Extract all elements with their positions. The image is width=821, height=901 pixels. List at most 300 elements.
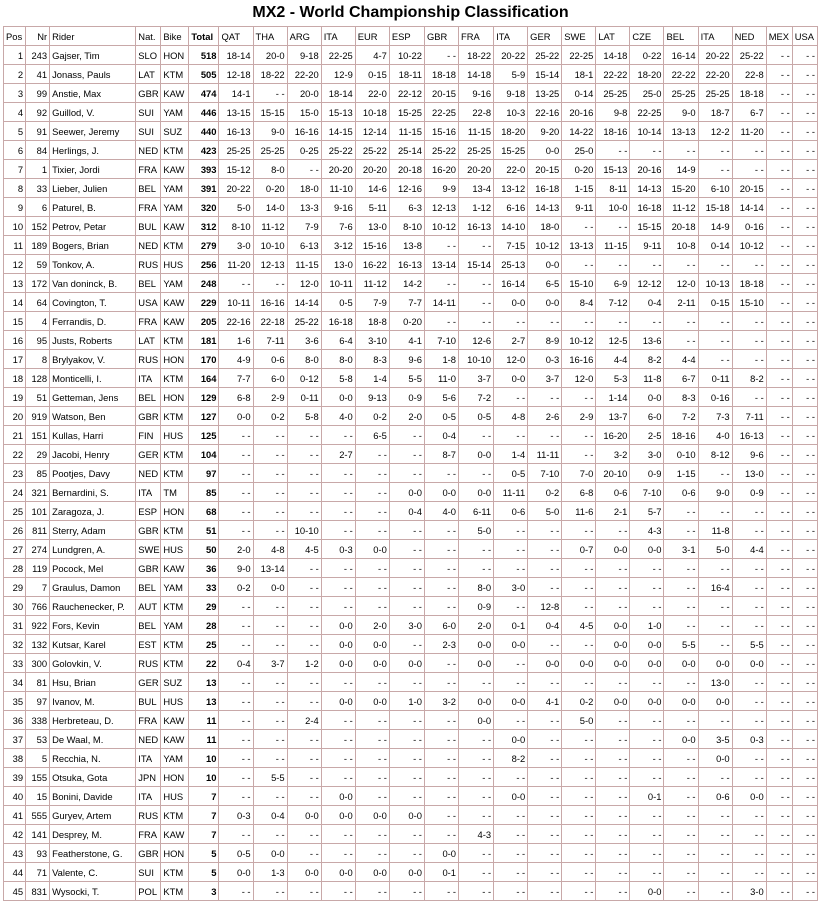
race-result-cell: 22-16 bbox=[219, 312, 253, 331]
race-result-cell: - - bbox=[664, 312, 698, 331]
race-result-cell: 14-18 bbox=[596, 46, 630, 65]
race-result-cell: - - bbox=[630, 863, 664, 882]
position-cell: 12 bbox=[4, 255, 26, 274]
race-result-cell: - - bbox=[424, 312, 458, 331]
nation-cell: SUI bbox=[136, 863, 161, 882]
nation-cell: LAT bbox=[136, 65, 161, 84]
race-result-cell: - - bbox=[219, 692, 253, 711]
race-result-cell: 15-20 bbox=[664, 179, 698, 198]
race-result-cell: - - bbox=[766, 711, 792, 730]
nation-cell: RUS bbox=[136, 255, 161, 274]
race-result-cell: 7-7 bbox=[389, 293, 424, 312]
race-result-cell: - - bbox=[792, 84, 817, 103]
race-result-cell: 0-0 bbox=[389, 806, 424, 825]
nation-cell: ITA bbox=[136, 787, 161, 806]
table-row bbox=[4, 122, 818, 141]
race-result-cell: - - bbox=[424, 673, 458, 692]
race-result-cell: - - bbox=[792, 274, 817, 293]
race-result-cell: - - bbox=[219, 635, 253, 654]
table-row bbox=[4, 217, 818, 236]
bike-cell: KTM bbox=[161, 597, 189, 616]
race-result-cell: - - bbox=[766, 635, 792, 654]
race-result-cell: 20-22 bbox=[219, 179, 253, 198]
bike-cell: HON bbox=[161, 350, 189, 369]
race-result-cell: 5-9 bbox=[494, 65, 528, 84]
race-result-cell: 0-0 bbox=[596, 616, 630, 635]
race-result-cell: - - bbox=[528, 863, 562, 882]
race-result-cell: - - bbox=[459, 768, 494, 787]
race-result-cell: - - bbox=[732, 521, 766, 540]
race-result-cell: 2-7 bbox=[321, 445, 355, 464]
race-result-cell: 0-0 bbox=[596, 692, 630, 711]
race-result-cell: 13-3 bbox=[287, 198, 321, 217]
race-result-cell: - - bbox=[766, 730, 792, 749]
race-result-cell: - - bbox=[287, 844, 321, 863]
race-result-cell: - - bbox=[321, 825, 355, 844]
race-result-cell: 3-7 bbox=[253, 654, 287, 673]
race-result-cell: - - bbox=[219, 483, 253, 502]
number-cell: 64 bbox=[26, 293, 50, 312]
race-result-cell: 22-8 bbox=[459, 103, 494, 122]
race-result-cell: 13-15 bbox=[219, 103, 253, 122]
position-cell: 3 bbox=[4, 84, 26, 103]
race-result-cell: 0-0 bbox=[355, 635, 389, 654]
race-result-cell: 0-0 bbox=[355, 692, 389, 711]
race-result-cell: 12-6 bbox=[459, 331, 494, 350]
race-result-cell: - - bbox=[253, 426, 287, 445]
race-result-cell: - - bbox=[698, 844, 732, 863]
race-result-cell: - - bbox=[664, 255, 698, 274]
nation-cell: RUS bbox=[136, 654, 161, 673]
race-result-cell: - - bbox=[562, 844, 596, 863]
race-result-cell: - - bbox=[219, 464, 253, 483]
bike-cell: YAM bbox=[161, 179, 189, 198]
race-result-cell: - - bbox=[494, 863, 528, 882]
race-result-cell: 4-1 bbox=[528, 692, 562, 711]
race-result-cell: 2-0 bbox=[459, 616, 494, 635]
table-row bbox=[4, 274, 818, 293]
race-result-cell: 7-2 bbox=[459, 388, 494, 407]
race-result-cell: 12-0 bbox=[664, 274, 698, 293]
race-result-cell: - - bbox=[766, 882, 792, 901]
race-result-cell: - - bbox=[698, 768, 732, 787]
race-result-cell: 10-18 bbox=[355, 103, 389, 122]
race-result-cell: - - bbox=[630, 559, 664, 578]
race-result-cell: 18-14 bbox=[219, 46, 253, 65]
race-result-cell: 7-15 bbox=[494, 236, 528, 255]
race-result-cell: 0-0 bbox=[287, 863, 321, 882]
race-result-cell: - - bbox=[766, 597, 792, 616]
race-result-cell: 1-4 bbox=[494, 445, 528, 464]
race-result-cell: 11-12 bbox=[355, 274, 389, 293]
race-result-cell: 5-0 bbox=[459, 521, 494, 540]
race-result-cell: - - bbox=[766, 844, 792, 863]
bike-cell: KAW bbox=[161, 825, 189, 844]
race-result-cell: - - bbox=[253, 882, 287, 901]
race-result-cell: - - bbox=[766, 692, 792, 711]
total-points-cell: 28 bbox=[189, 616, 219, 635]
race-result-cell: 0-0 bbox=[321, 388, 355, 407]
total-points-cell: 29 bbox=[189, 597, 219, 616]
race-result-cell: - - bbox=[792, 141, 817, 160]
table-row bbox=[4, 635, 818, 654]
race-result-cell: 0-0 bbox=[321, 654, 355, 673]
race-result-cell: - - bbox=[389, 825, 424, 844]
race-result-cell: - - bbox=[459, 464, 494, 483]
race-result-cell: - - bbox=[698, 597, 732, 616]
page-title: MX2 - World Championship Classification bbox=[252, 4, 569, 21]
bike-cell: KTM bbox=[161, 141, 189, 160]
number-cell: 101 bbox=[26, 502, 50, 521]
position-cell: 24 bbox=[4, 483, 26, 502]
race-result-cell: 18-20 bbox=[630, 65, 664, 84]
bike-cell: SUZ bbox=[161, 673, 189, 692]
rider-name-cell: Rauchenecker, P. bbox=[50, 597, 136, 616]
race-result-cell: - - bbox=[596, 825, 630, 844]
race-result-cell: - - bbox=[792, 198, 817, 217]
total-points-cell: 391 bbox=[189, 179, 219, 198]
race-result-cell: 0-0 bbox=[664, 654, 698, 673]
bike-cell: YAM bbox=[161, 749, 189, 768]
race-result-cell: - - bbox=[219, 787, 253, 806]
table-row bbox=[4, 483, 818, 502]
number-cell: 831 bbox=[26, 882, 50, 901]
race-result-cell: 0-0 bbox=[732, 654, 766, 673]
nation-cell: ITA bbox=[136, 369, 161, 388]
rider-name-cell: Guillod, V. bbox=[50, 103, 136, 122]
race-result-cell: - - bbox=[792, 369, 817, 388]
race-result-cell: 1-0 bbox=[389, 692, 424, 711]
race-result-cell: 8-3 bbox=[355, 350, 389, 369]
race-result-cell: 5-11 bbox=[355, 198, 389, 217]
race-result-cell: 0-0 bbox=[424, 844, 458, 863]
race-result-cell: - - bbox=[792, 844, 817, 863]
race-result-cell: - - bbox=[630, 312, 664, 331]
race-result-cell: 7-10 bbox=[528, 464, 562, 483]
race-result-cell: - - bbox=[766, 749, 792, 768]
race-result-cell: 22-22 bbox=[664, 65, 698, 84]
race-result-cell: 0-0 bbox=[321, 635, 355, 654]
col-header-race: ITA bbox=[494, 27, 528, 46]
total-points-cell: 97 bbox=[189, 464, 219, 483]
nation-cell: GBR bbox=[136, 407, 161, 426]
race-result-cell: - - bbox=[766, 578, 792, 597]
total-points-cell: 125 bbox=[189, 426, 219, 445]
race-result-cell: - - bbox=[287, 692, 321, 711]
race-result-cell: - - bbox=[253, 597, 287, 616]
bike-cell: KAW bbox=[161, 217, 189, 236]
race-result-cell: 0-0 bbox=[664, 692, 698, 711]
race-result-cell: 3-0 bbox=[732, 882, 766, 901]
race-result-cell: 0-0 bbox=[494, 369, 528, 388]
bike-cell: KTM bbox=[161, 863, 189, 882]
race-result-cell: - - bbox=[253, 825, 287, 844]
race-result-cell: 0-0 bbox=[528, 654, 562, 673]
race-result-cell: - - bbox=[287, 559, 321, 578]
rider-name-cell: Kullas, Harri bbox=[50, 426, 136, 445]
race-result-cell: - - bbox=[664, 673, 698, 692]
race-result-cell: 0-0 bbox=[253, 844, 287, 863]
race-result-cell: 1-0 bbox=[630, 616, 664, 635]
race-result-cell: 0-0 bbox=[494, 787, 528, 806]
race-result-cell: - - bbox=[698, 502, 732, 521]
race-result-cell: - - bbox=[219, 597, 253, 616]
race-result-cell: - - bbox=[321, 882, 355, 901]
race-result-cell: - - bbox=[732, 692, 766, 711]
race-result-cell: - - bbox=[732, 578, 766, 597]
race-result-cell: - - bbox=[766, 122, 792, 141]
nation-cell: SUI bbox=[136, 103, 161, 122]
number-cell: 81 bbox=[26, 673, 50, 692]
race-result-cell: - - bbox=[219, 673, 253, 692]
race-result-cell: 0-14 bbox=[562, 84, 596, 103]
col-header-race: ESP bbox=[389, 27, 424, 46]
race-result-cell: - - bbox=[698, 464, 732, 483]
race-result-cell: - - bbox=[459, 274, 494, 293]
race-result-cell: 7-12 bbox=[596, 293, 630, 312]
race-result-cell: 0-0 bbox=[630, 635, 664, 654]
race-result-cell: 6-10 bbox=[698, 179, 732, 198]
race-result-cell: - - bbox=[389, 844, 424, 863]
race-result-cell: 18-0 bbox=[528, 217, 562, 236]
race-result-cell: 18-16 bbox=[596, 122, 630, 141]
race-result-cell: - - bbox=[630, 578, 664, 597]
race-result-cell: 0-0 bbox=[596, 635, 630, 654]
race-result-cell: - - bbox=[355, 673, 389, 692]
race-result-cell: - - bbox=[596, 217, 630, 236]
race-result-cell: - - bbox=[494, 521, 528, 540]
race-result-cell: - - bbox=[321, 559, 355, 578]
race-result-cell: 0-0 bbox=[459, 483, 494, 502]
race-result-cell: - - bbox=[389, 521, 424, 540]
race-result-cell: 13-12 bbox=[494, 179, 528, 198]
race-result-cell: 25-25 bbox=[459, 141, 494, 160]
race-result-cell: - - bbox=[219, 730, 253, 749]
race-result-cell: 20-20 bbox=[459, 160, 494, 179]
race-result-cell: 11-0 bbox=[424, 369, 458, 388]
race-result-cell: - - bbox=[698, 559, 732, 578]
race-result-cell: 0-0 bbox=[698, 692, 732, 711]
table-row bbox=[4, 84, 818, 103]
race-result-cell: - - bbox=[698, 882, 732, 901]
race-result-cell: 0-2 bbox=[562, 692, 596, 711]
race-result-cell: 2-1 bbox=[596, 502, 630, 521]
race-result-cell: 0-6 bbox=[253, 350, 287, 369]
race-result-cell: - - bbox=[494, 825, 528, 844]
race-result-cell: 0-0 bbox=[494, 730, 528, 749]
race-result-cell: 0-6 bbox=[664, 483, 698, 502]
race-result-cell: 18-1 bbox=[562, 65, 596, 84]
race-result-cell: 0-0 bbox=[355, 806, 389, 825]
race-result-cell: 3-7 bbox=[528, 369, 562, 388]
total-points-cell: 393 bbox=[189, 160, 219, 179]
race-result-cell: - - bbox=[630, 806, 664, 825]
race-result-cell: - - bbox=[287, 445, 321, 464]
total-points-cell: 33 bbox=[189, 578, 219, 597]
race-result-cell: 2-3 bbox=[424, 635, 458, 654]
race-result-cell: - - bbox=[424, 806, 458, 825]
race-result-cell: - - bbox=[321, 844, 355, 863]
race-result-cell: - - bbox=[562, 863, 596, 882]
col-header-race: QAT bbox=[219, 27, 253, 46]
race-result-cell: 5-0 bbox=[528, 502, 562, 521]
race-result-cell: 3-7 bbox=[459, 369, 494, 388]
number-cell: 71 bbox=[26, 863, 50, 882]
rider-name-cell: Petrov, Petar bbox=[50, 217, 136, 236]
race-result-cell: - - bbox=[494, 711, 528, 730]
nation-cell: RUS bbox=[136, 806, 161, 825]
race-result-cell: - - bbox=[792, 122, 817, 141]
race-result-cell: - - bbox=[562, 445, 596, 464]
race-result-cell: 25-25 bbox=[698, 84, 732, 103]
race-result-cell: 3-6 bbox=[287, 331, 321, 350]
col-header-race: LAT bbox=[596, 27, 630, 46]
race-result-cell: - - bbox=[459, 844, 494, 863]
race-result-cell: 0-0 bbox=[321, 616, 355, 635]
race-result-cell: - - bbox=[792, 597, 817, 616]
race-result-cell: 16-13 bbox=[219, 122, 253, 141]
race-result-cell: 6-7 bbox=[732, 103, 766, 122]
race-result-cell: - - bbox=[355, 559, 389, 578]
race-result-cell: - - bbox=[562, 787, 596, 806]
race-result-cell: 6-13 bbox=[287, 236, 321, 255]
race-result-cell: - - bbox=[732, 863, 766, 882]
race-result-cell: - - bbox=[287, 730, 321, 749]
nation-cell: BEL bbox=[136, 578, 161, 597]
number-cell: 97 bbox=[26, 692, 50, 711]
bike-cell: KTM bbox=[161, 407, 189, 426]
race-result-cell: - - bbox=[528, 825, 562, 844]
position-cell: 43 bbox=[4, 844, 26, 863]
race-result-cell: 20-18 bbox=[389, 160, 424, 179]
nation-cell: BEL bbox=[136, 274, 161, 293]
total-points-cell: 423 bbox=[189, 141, 219, 160]
table-row bbox=[4, 844, 818, 863]
race-result-cell: - - bbox=[287, 616, 321, 635]
race-result-cell: - - bbox=[732, 350, 766, 369]
race-result-cell: 14-9 bbox=[664, 160, 698, 179]
race-result-cell: 11-10 bbox=[321, 179, 355, 198]
race-result-cell: 9-0 bbox=[664, 103, 698, 122]
table-row bbox=[4, 103, 818, 122]
nation-cell: BEL bbox=[136, 179, 161, 198]
race-result-cell: - - bbox=[792, 46, 817, 65]
nation-cell: BEL bbox=[136, 616, 161, 635]
race-result-cell: 4-8 bbox=[494, 407, 528, 426]
total-points-cell: 11 bbox=[189, 711, 219, 730]
race-result-cell: - - bbox=[562, 806, 596, 825]
race-result-cell: - - bbox=[424, 711, 458, 730]
race-result-cell: 6-5 bbox=[355, 426, 389, 445]
race-result-cell: - - bbox=[766, 445, 792, 464]
number-cell: 5 bbox=[26, 749, 50, 768]
race-result-cell: - - bbox=[389, 730, 424, 749]
race-result-cell: - - bbox=[253, 635, 287, 654]
race-result-cell: 0-0 bbox=[321, 787, 355, 806]
number-cell: 919 bbox=[26, 407, 50, 426]
race-result-cell: 9-11 bbox=[562, 198, 596, 217]
race-result-cell: 0-0 bbox=[287, 806, 321, 825]
race-result-cell: 8-12 bbox=[698, 445, 732, 464]
race-result-cell: 25-22 bbox=[355, 141, 389, 160]
race-result-cell: 9-16 bbox=[459, 84, 494, 103]
race-result-cell: 0-0 bbox=[459, 711, 494, 730]
race-result-cell: 15-15 bbox=[253, 103, 287, 122]
number-cell: 172 bbox=[26, 274, 50, 293]
race-result-cell: 0-4 bbox=[219, 654, 253, 673]
race-result-cell: - - bbox=[596, 730, 630, 749]
rider-name-cell: Paturel, B. bbox=[50, 198, 136, 217]
number-cell: 922 bbox=[26, 616, 50, 635]
number-cell: 95 bbox=[26, 331, 50, 350]
table-row bbox=[4, 407, 818, 426]
bike-cell: YAM bbox=[161, 198, 189, 217]
race-result-cell: 0-0 bbox=[630, 540, 664, 559]
rider-name-cell: Herlings, J. bbox=[50, 141, 136, 160]
table-row bbox=[4, 445, 818, 464]
race-result-cell: 7-11 bbox=[253, 331, 287, 350]
position-cell: 23 bbox=[4, 464, 26, 483]
race-result-cell: 0-0 bbox=[630, 692, 664, 711]
race-result-cell: 20-20 bbox=[321, 160, 355, 179]
col-header-race: BEL bbox=[664, 27, 698, 46]
race-result-cell: 25-25 bbox=[596, 84, 630, 103]
col-header-race: GBR bbox=[424, 27, 458, 46]
race-result-cell: - - bbox=[766, 331, 792, 350]
bike-cell: YAM bbox=[161, 616, 189, 635]
race-result-cell: - - bbox=[792, 312, 817, 331]
position-cell: 13 bbox=[4, 274, 26, 293]
rider-name-cell: Pocock, Mel bbox=[50, 559, 136, 578]
total-points-cell: 10 bbox=[189, 768, 219, 787]
race-result-cell: - - bbox=[792, 350, 817, 369]
race-result-cell: 0-15 bbox=[698, 293, 732, 312]
rider-name-cell: Lieber, Julien bbox=[50, 179, 136, 198]
race-result-cell: 13-6 bbox=[630, 331, 664, 350]
race-result-cell: - - bbox=[792, 407, 817, 426]
race-result-cell: - - bbox=[562, 730, 596, 749]
race-result-cell: - - bbox=[766, 255, 792, 274]
race-result-cell: 4-4 bbox=[732, 540, 766, 559]
race-result-cell: - - bbox=[424, 521, 458, 540]
race-result-cell: - - bbox=[792, 426, 817, 445]
race-result-cell: - - bbox=[596, 749, 630, 768]
table-row bbox=[4, 198, 818, 217]
race-result-cell: 20-16 bbox=[630, 160, 664, 179]
race-result-cell: 1-3 bbox=[253, 863, 287, 882]
race-result-cell: 13-0 bbox=[355, 217, 389, 236]
race-result-cell: - - bbox=[766, 673, 792, 692]
col-header-race: NED bbox=[732, 27, 766, 46]
race-result-cell: - - bbox=[732, 825, 766, 844]
number-cell: 6 bbox=[26, 198, 50, 217]
race-result-cell: 22-25 bbox=[321, 46, 355, 65]
position-cell: 42 bbox=[4, 825, 26, 844]
race-result-cell: - - bbox=[253, 730, 287, 749]
race-result-cell: 16-18 bbox=[528, 179, 562, 198]
race-result-cell: - - bbox=[664, 806, 698, 825]
race-result-cell: - - bbox=[698, 616, 732, 635]
race-result-cell: - - bbox=[355, 882, 389, 901]
race-result-cell: - - bbox=[792, 578, 817, 597]
race-result-cell: 1-14 bbox=[596, 388, 630, 407]
col-header-rider: Rider bbox=[50, 27, 136, 46]
race-result-cell: 0-3 bbox=[219, 806, 253, 825]
position-cell: 31 bbox=[4, 616, 26, 635]
race-result-cell: 8-10 bbox=[219, 217, 253, 236]
race-result-cell: 4-4 bbox=[664, 350, 698, 369]
race-result-cell: - - bbox=[792, 483, 817, 502]
